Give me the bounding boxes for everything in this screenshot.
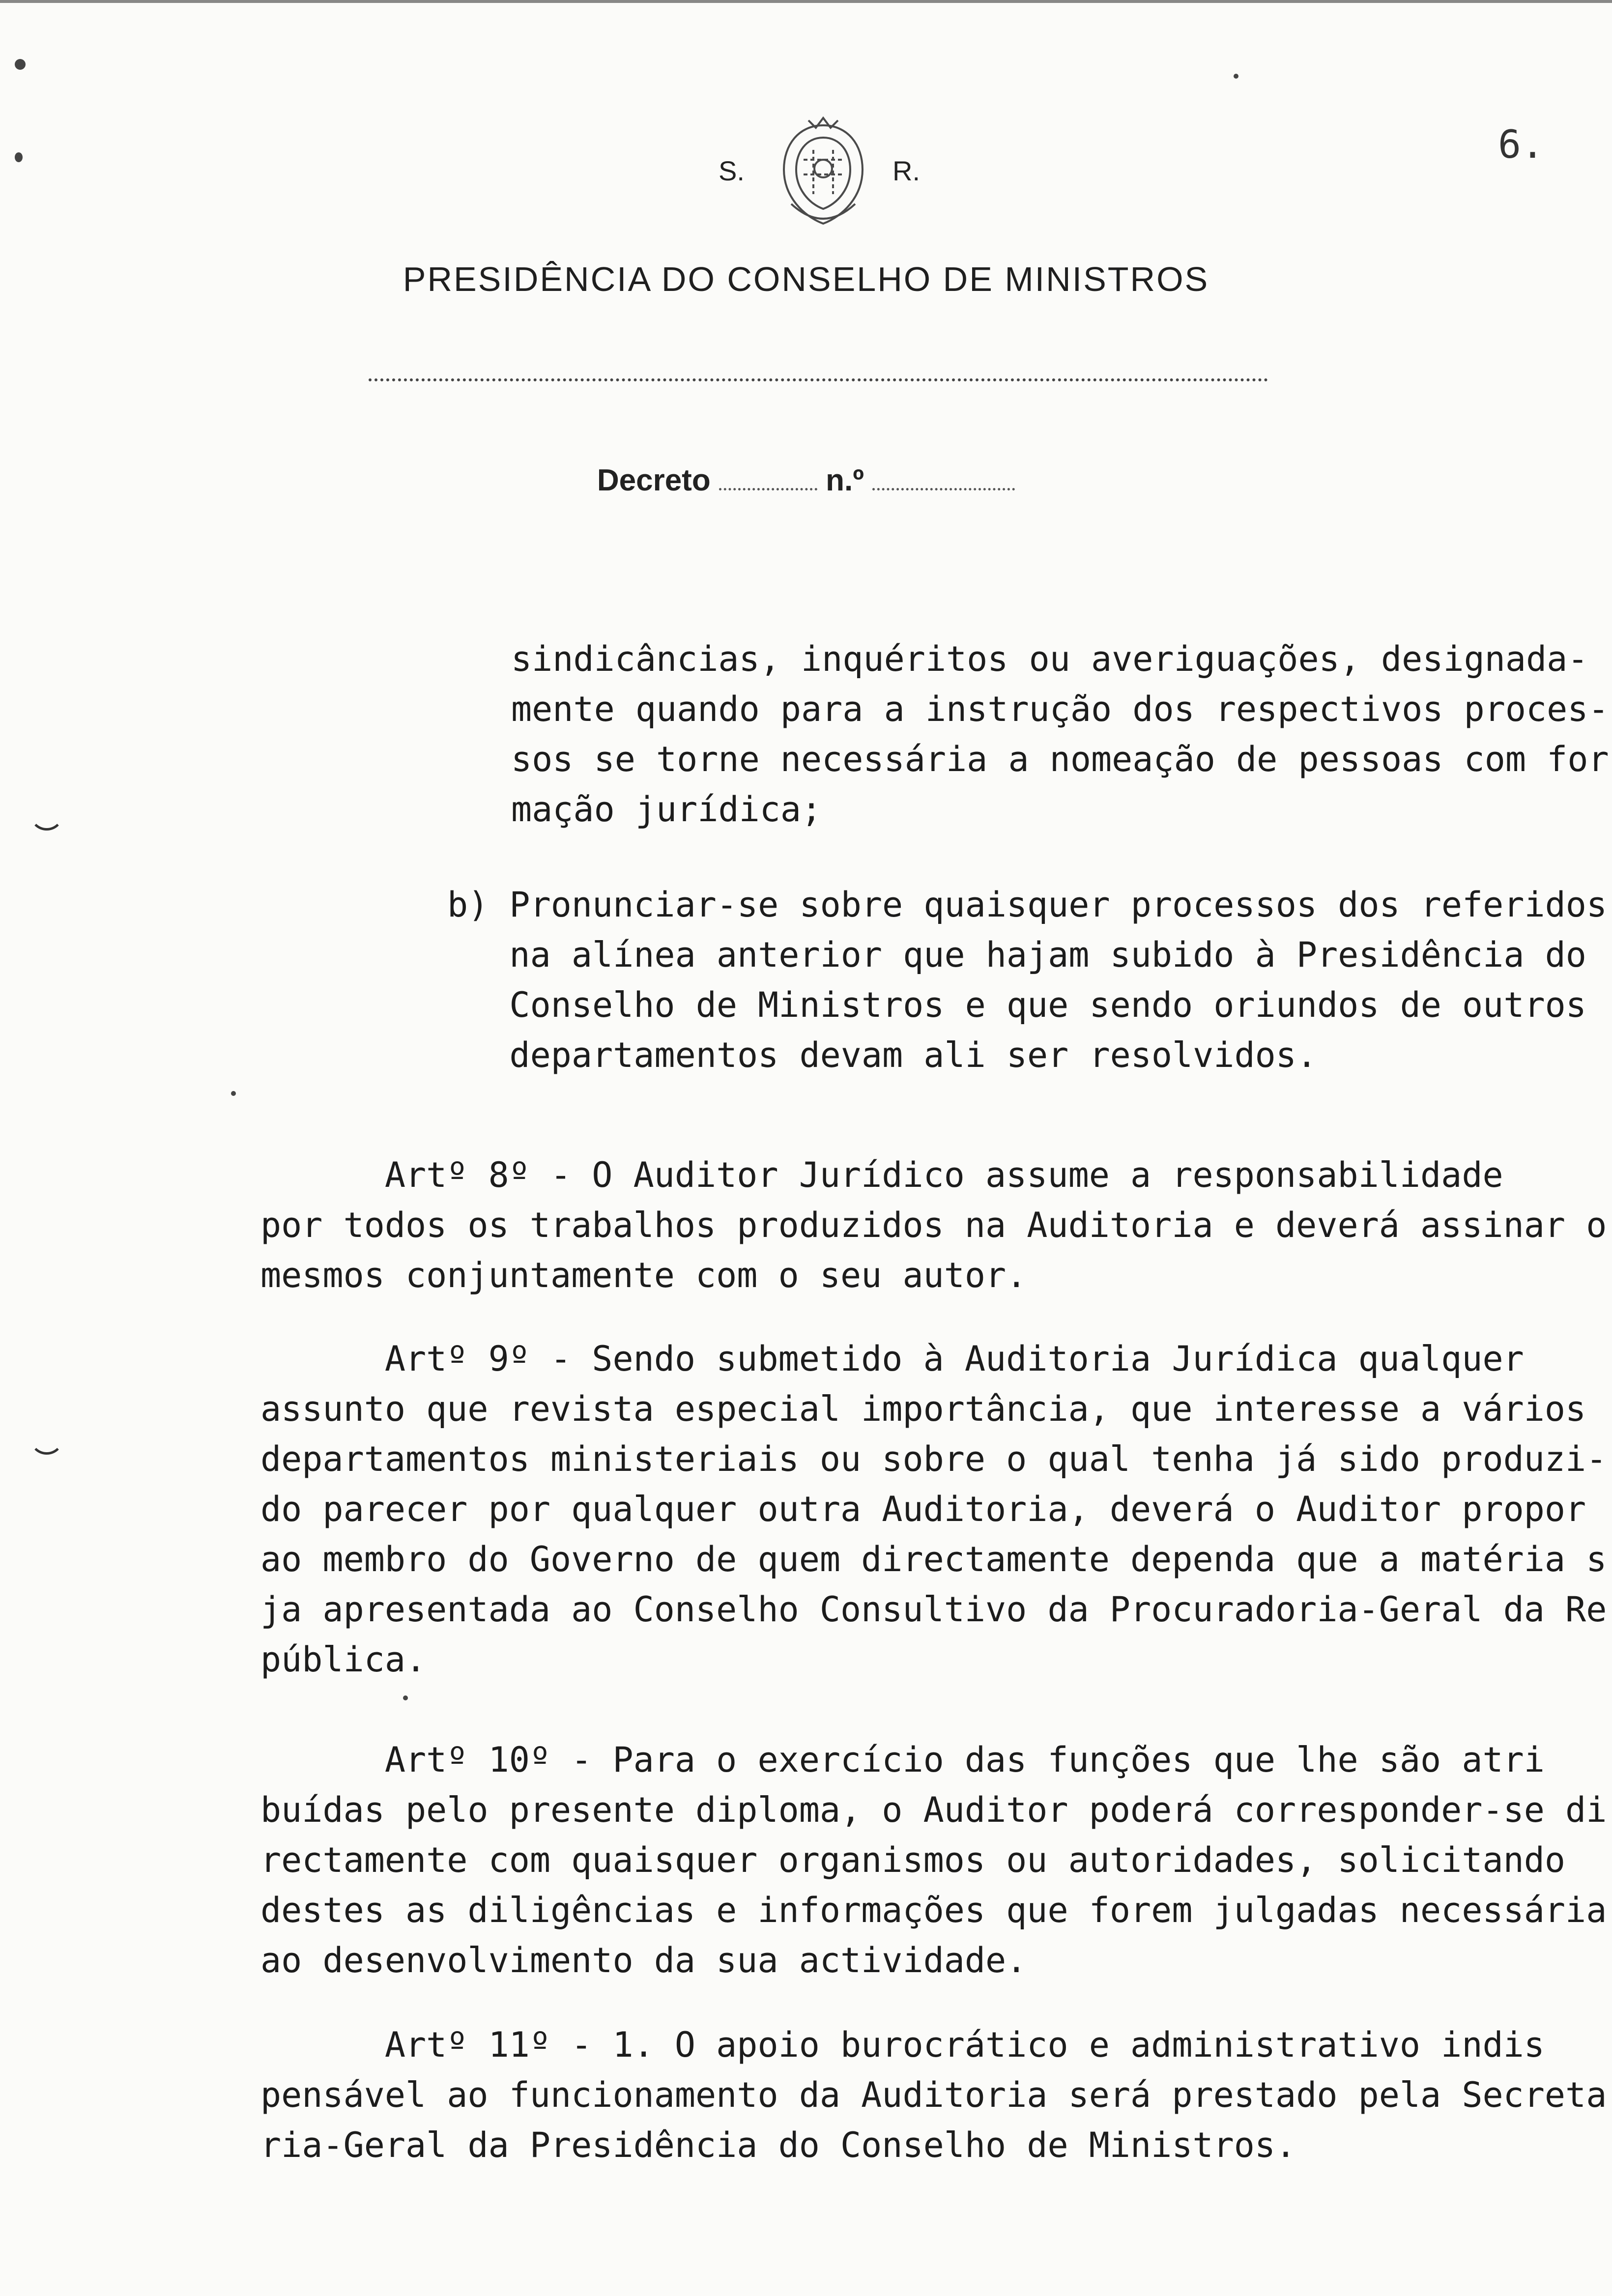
dotted-separator (369, 378, 1268, 381)
text-line: Artº 8º - O Auditor Jurídico assume a responsabilidade (260, 1155, 1503, 1195)
text-line: mesmos conjuntamente com o seu autor. (260, 1255, 1027, 1295)
text-line: ja apresentada ao Conselho Consultivo da Procuradoria-Geral da Re (260, 1589, 1607, 1630)
number-blank-fill (872, 483, 1015, 490)
text-line: pública. (260, 1639, 427, 1680)
header-letter-s: S. (719, 155, 745, 186)
article-9 (260, 1334, 1607, 1685)
text-line: sos se torne necessária a nomeação de pessoas com for (511, 739, 1609, 779)
scan-speck (15, 152, 23, 162)
text-line: sindicâncias, inquéritos ou averiguações, designada- (511, 639, 1588, 679)
text-line: do parecer por qualquer outra Auditoria, deverá o Auditor propor (260, 1489, 1586, 1529)
header-letter-r: R. (892, 155, 920, 186)
text-line: destes as diligências e informações que forem julgadas necessária (260, 1890, 1607, 1930)
institution-title: PRESIDÊNCIA DO CONSELHO DE MINISTROS (403, 260, 1209, 298)
text-line: departamentos devam ali ser resolvidos. (447, 1035, 1318, 1075)
decree-label: Decreto (597, 463, 711, 497)
text-line: Conselho de Ministros e que sendo oriundos de outros (447, 985, 1586, 1025)
article-8 (260, 1150, 1607, 1300)
text-line: b) Pronunciar-se sobre quaisquer processos dos referidos (447, 885, 1608, 925)
scan-speck (231, 1091, 236, 1096)
text-line: Artº 11º - 1. O apoio burocrático e administrativo indis (260, 2025, 1545, 2065)
scan-speck (15, 59, 26, 70)
article-11 (260, 2020, 1607, 2170)
number-label: n.º (826, 463, 864, 497)
text-line: departamentos ministeriais ou sobre o qual tenha já sido produzi- (260, 1439, 1607, 1479)
item-b-paragraph (447, 880, 1607, 1080)
text-line: mação jurídica; (511, 789, 822, 830)
text-line: ao membro do Governo de quem directamente dependa que a matéria s (260, 1539, 1607, 1579)
text-line: pensável ao funcionamento da Auditoria será prestado pela Secreta (260, 2075, 1607, 2115)
article-10 (260, 1735, 1607, 1985)
scan-speck (403, 1695, 408, 1700)
continuation-paragraph (511, 634, 1609, 834)
text-line: por todos os trabalhos produzidos na Auditoria e deverá assinar o (260, 1205, 1607, 1245)
text-line: Artº 10º - Para o exercício das funções que lhe são atri (260, 1740, 1545, 1780)
top-edge-line (0, 0, 1612, 3)
text-line: Artº 9º - Sendo submetido à Auditoria Jurídica qualquer (260, 1339, 1524, 1379)
scan-speck (1234, 74, 1238, 79)
coat-of-arms-seal-icon (769, 111, 877, 233)
text-line: assunto que revista especial importância, que interesse a vários (260, 1389, 1586, 1429)
margin-mark (29, 1420, 64, 1455)
decree-line (0, 463, 1612, 498)
page-number: 6. (1498, 123, 1544, 167)
text-line: rectamente com quaisquer organismos ou autoridades, solicitando (260, 1840, 1566, 1880)
text-line: buídas pelo presente diploma, o Auditor poderá corresponder-se di (260, 1790, 1607, 1830)
text-line: mente quando para a instrução dos respectivos proces- (511, 689, 1609, 729)
text-line: na alínea anterior que hajam subido à Presidência do (447, 935, 1586, 975)
margin-mark (29, 796, 64, 831)
text-line: ao desenvolvimento da sua actividade. (260, 1940, 1027, 1980)
text-line: ria-Geral da Presidência do Conselho de Ministros. (260, 2125, 1296, 2165)
decree-blank-fill (719, 483, 817, 490)
